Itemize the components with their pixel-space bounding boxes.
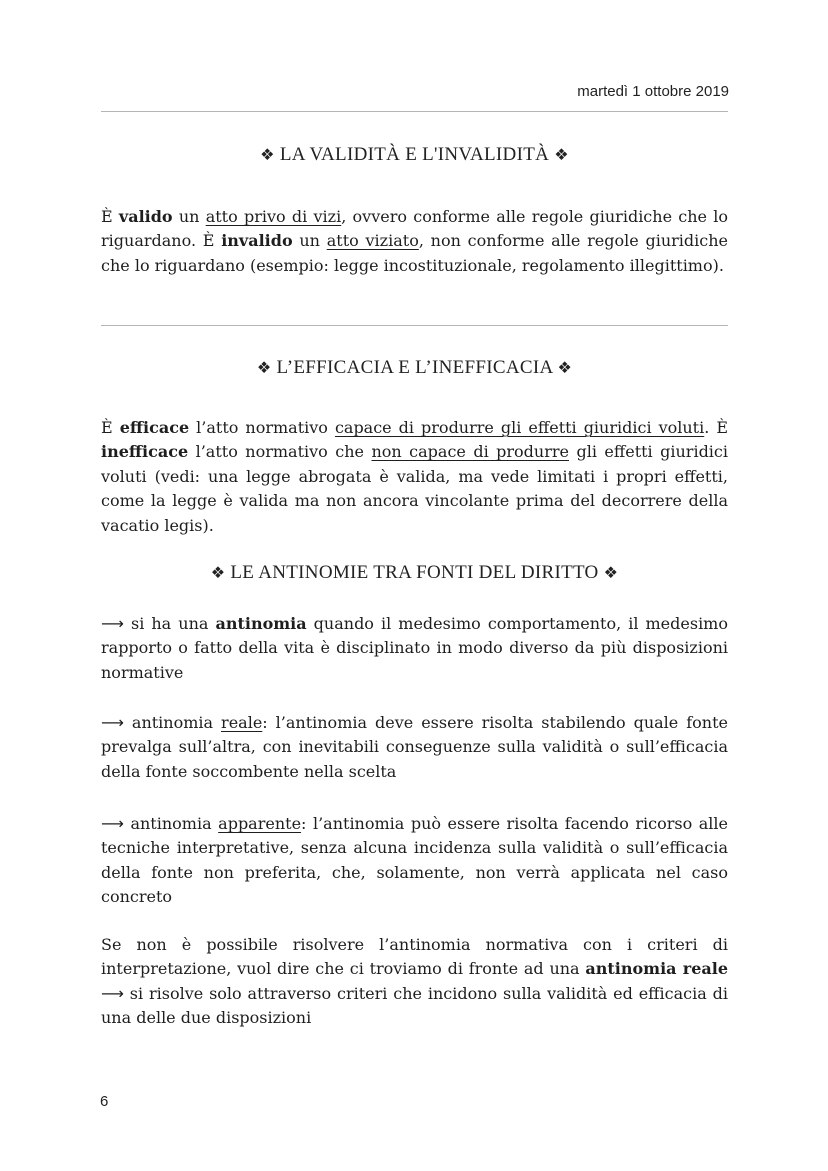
paragraph-closing: Se non è possibile risolvere l’antinomia normativa con i criteri di interpretazione, vuol dire che ci troviamo di fronte ad una antinomia reale ⟶ si risolve solo attraverso criteri che incidono sulla validità ed efficacia di una delle due disposizioni [101, 935, 728, 1028]
ornament-icon: ❖ [554, 145, 569, 164]
ornament-icon: ❖ [260, 145, 275, 164]
antinomia-item-definition: ⟶ si ha una antinomia quando il medesimo comportamento, il medesimo rapporto o fatto della vita è disciplinato in modo diverso da più disposizioni normative [101, 614, 728, 682]
underlined-phrase: capace di produrre gli effetti giuridici voluti [334, 418, 705, 437]
arrow-icon: ⟶ [101, 614, 124, 633]
section-heading-validita [101, 144, 728, 166]
ornament-icon: ❖ [256, 358, 272, 377]
header-divider [101, 111, 728, 112]
page-header-date: martedì 1 ottobre 2019 [577, 83, 729, 100]
underlined-term-apparente: apparente [218, 814, 302, 833]
underlined-term-reale: reale [221, 713, 263, 732]
underlined-phrase: non capace di produrre [371, 442, 569, 462]
term-antinomia-reale: antinomia reale [585, 959, 728, 979]
section-divider [101, 325, 728, 326]
section-heading-antinomie [101, 562, 728, 584]
arrow-icon: ⟶ [101, 713, 124, 732]
ornament-icon: ❖ [210, 563, 226, 582]
term-valido: valido [118, 207, 173, 226]
ornament-icon: ❖ [603, 563, 619, 582]
term-inefficace: inefficace [101, 442, 189, 462]
term-invalido: invalido [221, 231, 293, 251]
antinomia-item-apparente: ⟶ antinomia apparente: l’antinomia può essere risolta facendo ricorso alle tecniche interpretative, senza alcuna incidenza sulla validità o sull’efficacia della fonte non preferita, che, solamente, non verrà applicata nel caso concreto [101, 814, 729, 907]
section-title: LE ANTINOMIE TRA FONTI DEL DIRITTO [230, 562, 599, 583]
antinomia-item-reale: ⟶ antinomia reale: l’antinomia deve essere risolta stabilendo quale fonte prevalga sull’altra, con inevitabili conseguenze sulla validità o sull’efficacia della fonte soccombente nella scelta [101, 713, 728, 781]
term-antinomia: antinomia [215, 614, 307, 633]
page-number: 6 [100, 1093, 109, 1110]
section-title: LA VALIDITÀ E L'INVALIDITÀ [279, 144, 550, 165]
arrow-icon: ⟶ [101, 814, 124, 833]
paragraph-validita: È valido un atto privo di vizi, ovvero conforme alle regole giuridiche che lo riguardano. È invalido un atto viziato, non conforme alle regole giuridiche che lo riguardano (esempio: legge incostituzionale, regolamento illegittimo). [101, 207, 729, 275]
section-heading-efficacia [101, 357, 728, 379]
ornament-icon: ❖ [557, 358, 573, 377]
underlined-phrase: atto privo di vizi [205, 207, 342, 226]
term-efficace: efficace [119, 418, 190, 437]
section-title: L’EFFICACIA E L’INEFFICACIA [276, 357, 553, 378]
arrow-icon: ⟶ [101, 983, 124, 1003]
underlined-phrase: atto viziato [326, 231, 419, 251]
paragraph-efficacia: È efficace l’atto normativo capace di produrre gli effetti giuridici voluti. È inefficace l’atto normativo che non capace di produrre gli effetti giuridici voluti (vedi: una legge abrogata è valida, ma vede limitati i propri effetti, come la legge è valida ma non ancora vincolante prima del decorrere della vacatio legis). [101, 418, 729, 535]
